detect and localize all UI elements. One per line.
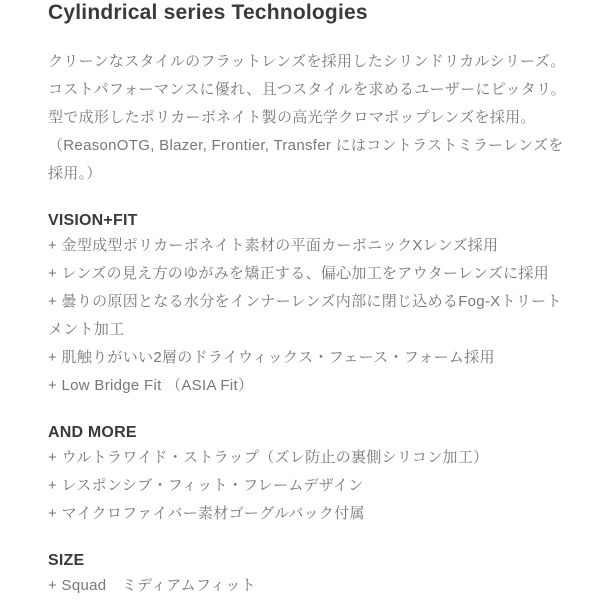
section-heading: AND MORE (48, 424, 137, 441)
feature-list (48, 572, 574, 600)
intro-line: 型で成形したポリカーボネイト製の高光学クロマポップレンズを採用。 (48, 109, 536, 126)
feature-item: + Squad ミディアムフィット (48, 577, 256, 594)
feature-list (48, 444, 574, 528)
feature-item-continuation: メント加工 (48, 321, 125, 338)
feature-item: + レンズの見え方のゆがみを矯正する、偏心加工をアウターレンズに採用 (48, 265, 550, 282)
section-heading: VISION+FIT (48, 212, 138, 229)
feature-item: + 肌触りがいい2層のドライウィックス・フェース・フォーム採用 (48, 349, 495, 366)
intro-line: （ReasonOTG, Blazer, Frontier, Transfer にはコントラストミラーレンズを (48, 137, 564, 154)
section-heading: SIZE (48, 552, 85, 569)
section-vision-fit (48, 210, 574, 400)
feature-item: + Low Bridge Fit （ASIA Fit） (48, 377, 254, 394)
feature-item: + レスポンシブ・フィット・フレームデザイン (48, 477, 364, 494)
feature-item: + 曇りの原因となる水分をインナーレンズ内部に閉じ込めるFog-Xトリート (48, 293, 562, 310)
intro-line: クリーンなスタイルのフラットレンズを採用したシリンドリカルシリーズ。 (48, 53, 566, 70)
feature-item: + 金型成型ポリカーボネイト素材の平面カーボニックXレンズ採用 (48, 237, 499, 254)
page-title: Cylindrical series Technologies (48, 1, 368, 24)
intro-line: 採用。） (48, 165, 102, 182)
intro-line: コストパフォーマンスに優れ、且つスタイルを求めるユーザーにピッタリ。 (48, 81, 566, 98)
section-size (48, 550, 574, 600)
intro-paragraph (48, 48, 574, 188)
feature-item: + ウルトラワイド・ストラップ（ズレ防止の裏側シリコン加工） (48, 449, 489, 466)
section-and-more (48, 422, 574, 528)
feature-list (48, 232, 574, 400)
feature-item: + マイクロファイバー素材ゴーグルバック付属 (48, 505, 365, 522)
